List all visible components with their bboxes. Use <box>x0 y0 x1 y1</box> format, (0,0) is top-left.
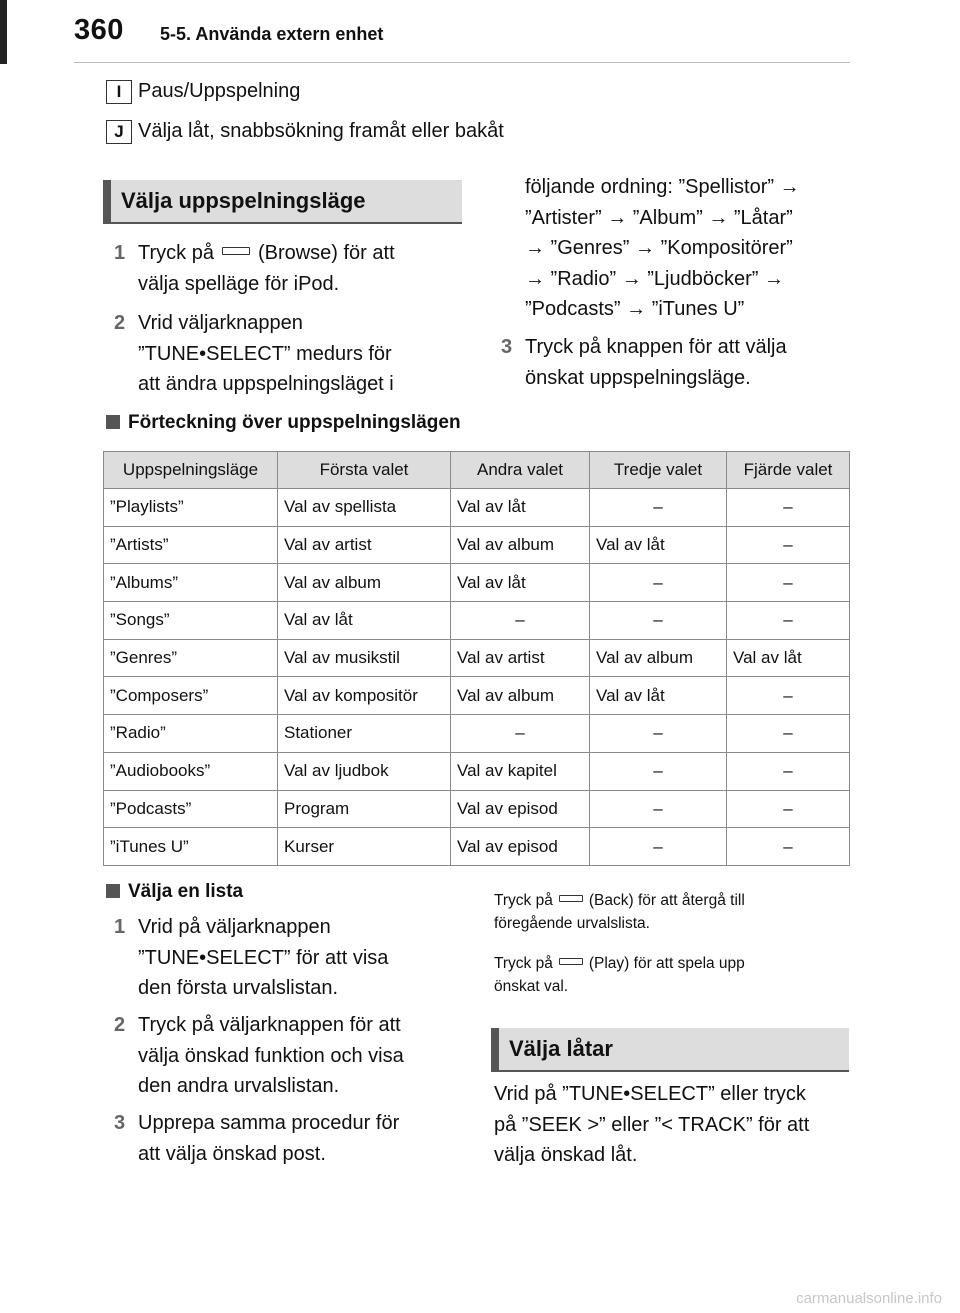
section-title: 5-5. Använda extern enhet <box>160 24 384 44</box>
back-button-icon <box>559 895 583 902</box>
step-text: Tryck på väljarknappen för att <box>138 1014 401 1036</box>
table-cell: Val av episod <box>451 828 590 866</box>
step-text: den första urvalslistan. <box>138 977 339 999</box>
table-row <box>104 715 850 753</box>
table-cell: ”Artists” <box>104 526 278 564</box>
table-row <box>104 489 850 527</box>
table-cell: Val av låt <box>590 526 727 564</box>
order-line: ”Podcasts” → ”iTunes U” <box>525 298 745 320</box>
heading-select-mode-text: Välja uppspelningsläge <box>121 188 366 213</box>
step-text: välja önskad funktion och visa <box>138 1044 404 1067</box>
step-text: önskat uppspelningsläge. <box>525 366 751 389</box>
table-cell: Val av album <box>590 639 727 677</box>
column-header: Tredje valet <box>590 452 727 489</box>
table-cell: Val av kapitel <box>451 752 590 790</box>
choose-list-step-2 <box>114 1010 468 1102</box>
table-cell: – <box>590 602 727 640</box>
play-button-icon <box>559 958 583 965</box>
table-cell: – <box>451 602 590 640</box>
playback-modes-table <box>103 451 850 866</box>
table-cell: – <box>590 715 727 753</box>
step-text: att välja önskad post. <box>138 1142 326 1165</box>
table-cell: Val av musikstil <box>278 639 451 677</box>
order-line: → ”Radio” → ”Ljudböcker” → <box>525 267 784 290</box>
watermark: carmanualsonline.info <box>796 1290 942 1307</box>
note-text: önskat val. <box>494 978 569 995</box>
step-text: ”TUNE•SELECT” medurs för <box>138 342 392 365</box>
table-cell: – <box>590 564 727 602</box>
table-row <box>104 752 850 790</box>
table-cell: Kurser <box>278 828 451 866</box>
header-tab <box>0 0 7 64</box>
heading-select-mode <box>103 180 462 222</box>
note-text: Tryck på <box>494 892 553 909</box>
table-cell: Program <box>278 790 451 828</box>
step-text: Vrid väljarknappen <box>138 312 303 334</box>
table-cell: – <box>727 828 850 866</box>
track-line: välja önskad låt. <box>494 1144 638 1166</box>
step-text: den andra urvalslistan. <box>138 1075 340 1097</box>
select-track-text <box>494 1079 854 1171</box>
table-cell: ”Radio” <box>104 715 278 753</box>
table-cell: Val av låt <box>278 602 451 640</box>
step-text: Tryck på <box>138 242 214 264</box>
column-header: Fjärde valet <box>727 452 850 489</box>
key-text-i: Paus/Uppspelning <box>138 80 301 102</box>
step-number: 3 <box>114 1112 126 1134</box>
table-cell: Val av artist <box>278 526 451 564</box>
table-cell: – <box>590 790 727 828</box>
table-cell: – <box>727 602 850 640</box>
table-cell: Val av kompositör <box>278 677 451 715</box>
choose-list-title-text: Välja en lista <box>128 881 244 902</box>
table-cell: Val av ljudbok <box>278 752 451 790</box>
table-header-row <box>104 452 850 489</box>
square-bullet-icon <box>106 415 120 429</box>
header <box>0 0 960 64</box>
key-badge-i: I <box>106 80 132 104</box>
table-cell: ”Podcasts” <box>104 790 278 828</box>
note-play <box>494 952 834 998</box>
table-cell: – <box>590 752 727 790</box>
table-cell: Val av låt <box>451 489 590 527</box>
table-cell: ”Audiobooks” <box>104 752 278 790</box>
header-divider <box>74 62 850 63</box>
column-header: Första valet <box>278 452 451 489</box>
table-title <box>106 412 461 434</box>
table-cell: Val av spellista <box>278 489 451 527</box>
table-cell: Val av artist <box>451 639 590 677</box>
heading-select-track <box>491 1028 849 1070</box>
table-cell: – <box>727 526 850 564</box>
step-number: 2 <box>114 312 126 334</box>
step-text: välja spelläge för iPod. <box>138 272 340 295</box>
key-text-j: Välja låt, snabbsökning framåt eller bakåt <box>138 120 504 142</box>
step-text: ”TUNE•SELECT” för att visa <box>138 946 389 969</box>
table-cell: Stationer <box>278 715 451 753</box>
step-text: Vrid på väljarknappen <box>138 916 331 938</box>
table-row <box>104 790 850 828</box>
select-mode-step-3 <box>501 332 855 393</box>
table-cell: ”Songs” <box>104 602 278 640</box>
table-cell: ”Albums” <box>104 564 278 602</box>
table-cell: ”iTunes U” <box>104 828 278 866</box>
table-row <box>104 564 850 602</box>
table-cell: Val av album <box>451 526 590 564</box>
table-cell: – <box>727 752 850 790</box>
table-cell: – <box>727 677 850 715</box>
order-line: → ”Genres” → ”Kompositörer” <box>525 237 793 259</box>
table-cell: Val av låt <box>727 639 850 677</box>
square-bullet-icon <box>106 884 120 898</box>
table-cell: Val av album <box>278 564 451 602</box>
table-cell: Val av låt <box>590 677 727 715</box>
column-header: Uppspelningsläge <box>104 452 278 489</box>
step-text: Tryck på knappen för att välja <box>525 336 787 358</box>
choose-list-title <box>106 881 243 903</box>
table-row <box>104 526 850 564</box>
table-cell: Val av episod <box>451 790 590 828</box>
column-header: Andra valet <box>451 452 590 489</box>
table-cell: ”Playlists” <box>104 489 278 527</box>
note-text: Tryck på <box>494 955 553 972</box>
order-line: följande ordning: ”Spellistor” → <box>525 176 800 198</box>
step-number: 3 <box>501 336 513 358</box>
note-text: (Play) för att spela upp <box>588 955 745 972</box>
heading-select-track-text: Välja låtar <box>509 1036 613 1061</box>
step-number: 2 <box>114 1014 126 1036</box>
select-mode-step-1 <box>114 238 468 299</box>
table-cell: Val av album <box>451 677 590 715</box>
table-cell: – <box>590 489 727 527</box>
choose-list-step-1 <box>114 912 468 1004</box>
table-cell: Val av låt <box>451 564 590 602</box>
step-text: (Browse) för att <box>257 242 395 264</box>
key-badge-j: J <box>106 120 132 144</box>
track-line: på ”SEEK >” eller ”< TRACK” för att <box>494 1113 810 1136</box>
table-row <box>104 677 850 715</box>
choose-list-step-3 <box>114 1108 468 1169</box>
table-cell: – <box>727 489 850 527</box>
step-text: att ändra uppspelningsläget i <box>138 373 394 395</box>
step-number: 1 <box>114 242 126 264</box>
table-body <box>104 489 850 866</box>
order-line: ”Artister” → ”Album” → ”Låtar” <box>525 206 793 229</box>
select-mode-order <box>525 172 855 325</box>
note-text: föregående urvalslista. <box>494 915 650 932</box>
note-back <box>494 889 834 935</box>
select-mode-step-2 <box>114 308 468 400</box>
table-row <box>104 828 850 866</box>
table-cell: – <box>727 564 850 602</box>
note-text: (Back) för att återgå till <box>588 892 745 909</box>
track-line: Vrid på ”TUNE•SELECT” eller tryck <box>494 1083 806 1105</box>
step-text: Upprepa samma procedur för <box>138 1112 400 1134</box>
table-cell: – <box>451 715 590 753</box>
table-title-text: Förteckning över uppspelningslägen <box>128 412 461 433</box>
table-cell: – <box>727 790 850 828</box>
step-number: 1 <box>114 916 126 938</box>
browse-button-icon <box>222 247 250 255</box>
table-cell: – <box>590 828 727 866</box>
table-row <box>104 602 850 640</box>
table-row <box>104 639 850 677</box>
table-cell: ”Genres” <box>104 639 278 677</box>
table-cell: – <box>727 715 850 753</box>
page-number: 360 <box>74 14 124 46</box>
table-cell: ”Composers” <box>104 677 278 715</box>
